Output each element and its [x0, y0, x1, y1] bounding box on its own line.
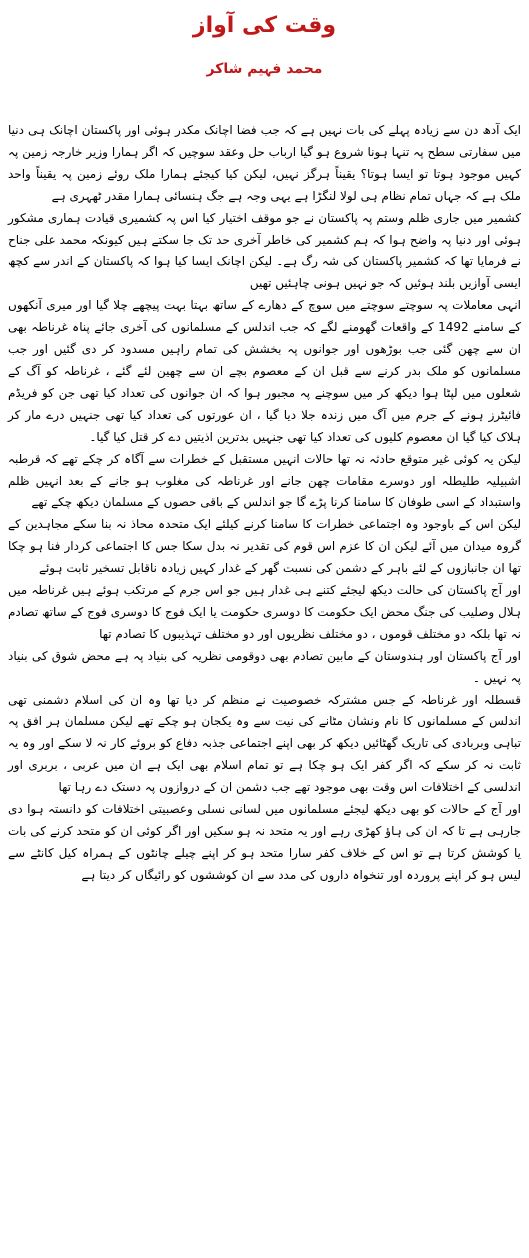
paragraph: اور آج پاکستان اور ہندوستان کے مابین تصادم بھی دوقومی نظریہ کی بنیاد پہ ہے محض شوق کی بنیاد پہ نہیں ۔	[8, 648, 521, 685]
paragraph: قسطلہ اور غرناطہ کے جس مشترکہ خصوصیت نے منظم کر دیا تھا وہ ان کی اسلام دشمنی تھی اندلس کے مسلمانوں کا نام ونشان مٹانے کی نیت سے وہ یکجان ہو چکے تھے لیکن مسلمان ہر افق پہ تباہی وبربادی کی تاریک گھٹائیں دیکھ کر بھی اپنے اجتماعی جذبہ دفاع کو بروئے کار نہ لا سکے اور وہ یہ ثابت نہ کر سکے کہ اگر کفر ایک ہو چکا ہے تو تمام اسلام بھی ایک ہے ان میں عربی ، بربری اور اندلسی کے اختلافات اس وقت بھی موجود تھے جب دشمن ان کے دروازوں پہ دستک دے رہا تھا	[8, 692, 521, 795]
paragraph: لیکن یہ کوئی غیر متوقع حادثہ نہ تھا حالات انہیں مستقبل کے خطرات سے آگاہ کر چکے تھے کہ قرطبہ اشبیلیہ طلیطلہ اور دوسرے مقامات چھن جانے اور غرناطہ کی مغلوب ہو جانے کے بعد انہیں ظلم واستبداد کے اسی طوفان کا سامنا کرنا پڑے گا جو اندلس کے باقی حصوں کے مسلمان دیکھ چکے تھے	[8, 451, 521, 510]
paragraph: اور آج پاکستان کی حالت دیکھ لیجئے کتنے ہی غدار ہیں جو اس جرم کے مرتکب ہوئے ہیں غرناطہ میں ہلال وصلیب کی جنگ محض ایک حکومت کا دوسری حکومت یا ایک فوج کا دوسری فوج کے ساتھ تصادم نہ تھا بلکہ دو مختلف قوموں ، دو مختلف نظریوں اور دو مختلف تہذیبوں کا تصادم تھا	[8, 583, 521, 641]
article-title: وقت کی آواز	[192, 13, 337, 38]
article-body	[8, 120, 521, 887]
article-author: محمد فہیم شاکر	[206, 61, 323, 77]
paragraph: ایک آدھ دن سے زیادہ پہلے کی بات نہیں ہے کہ جب فضا اچانک مکدر ہوئی اور پاکستان اچانک ہی دنیا میں سفارتی سطح پہ تنہا ہونا شروع ہو گیا ارباب حل وعقد سوچیں کہ اگر ہمارا وزیر خارجہ زمین پہ کہیں موجود ہوتا تو ایسا ہوتا؟ یقیناً ہرگز نہیں، لیکن کیا کیجئے ہمارا ملک روئے زمین پہ یقیناً واحد ملک ہے کہ جہاں تمام نظام ہی لولا لنگڑا ہے یہی وجہ ہے جگ ہنسائی ہمارا مقدر ٹھہری ہے	[8, 123, 521, 203]
paragraph: انہی معاملات پہ سوچتے سوچتے میں سوچ کے دھارے کے ساتھ بہتا بہت پیچھے چلا گیا اور میری آنکھوں کے سامنے 1492 کے واقعات گھومنے لگے کہ جب اندلس کے مسلمانوں کی آخری جائے پناہ غرناطہ بھی ان سے چھن گئی جب بوڑھوں اور جوانوں پہ بخشش کی تمام راہیں مسدود کر دی گئیں اور جب مسلمانوں کو ملک بدر کرنے سے قبل ان کے معصوم بچے ان سے چھین لئے گئے ، غرناطہ کو آگ کے شعلوں میں لپٹا ہوا دیکھ کر میں سوچنے پہ مجبور ہوا کہ ان جوانوں کی تعداد کیا تھی جن کو فریڈم فائیٹرز ہونے کے جرم میں آگ میں زندہ جلا دیا گیا ، ان عورتوں کی تعداد کیا تھی جنہیں درے مار کر ہلاک کیا گیا ان معصوم کلیوں کی تعداد کیا تھی جنہیں بدترین اذیتیں دے کر قتل کیا گیا۔	[8, 298, 521, 444]
paragraph: اور آج کے حالات کو بھی دیکھ لیجئے مسلمانوں میں لسانی نسلی وعصبیتی اختلافات کو دانستہ ہوا دی جارہی ہے تا کہ ان کی ہاؤ کھڑی رہے اور یہ متحد نہ ہو سکیں اور اگر کوئی ان کو متحد کرنے کی بات یا کوشش کرتا ہے تو اس کے خلاف کفر سارا متحد ہو کر اپنے چیلے چانٹوں کے ہمراہ کیل کانٹے سے لیس ہو کر اپنے پروردہ اور تنخواہ داروں کی مدد سے ان کوششوں کو رائیگاں کر دیتا ہے	[8, 802, 521, 882]
paragraph: کشمیر میں جاری ظلم وستم پہ پاکستان نے جو موقف اختیار کیا اس پہ کشمیری قیادت ہماری مشکور ہوئی اور دنیا پہ واضح ہوا کہ ہم کشمیر کی خاطر آخری حد تک جا سکتے ہیں کیونکہ محمد علی جناح نے فرمایا تھا کہ کشمیر پاکستان کی شہ رگ ہے۔ لیکن اچانک ایسا کیا ہوا کہ پاکستان کے اندر سے کچھ ایسی آوازیں بلند ہوئیں کہ جو نہیں ہونی چاہئیں تھیں	[8, 210, 521, 291]
paragraph: لیکن اس کے باوجود وہ اجتماعی خطرات کا سامنا کرنے کیلئے ایک متحدہ محاذ نہ بنا سکے مجاہدین کے گروہ میدان میں آئے لیکن ان کا عزم اس قوم کی تقدیر نہ بدل سکا جس کا اجتماعی کردار فنا ہو چکا تھا ان جانبازوں کے لئے باہر کے دشمن کی نسبت گھر کے غدار کہیں زیادہ ناقابل تسخیر ثابت ہوئے	[8, 517, 521, 576]
